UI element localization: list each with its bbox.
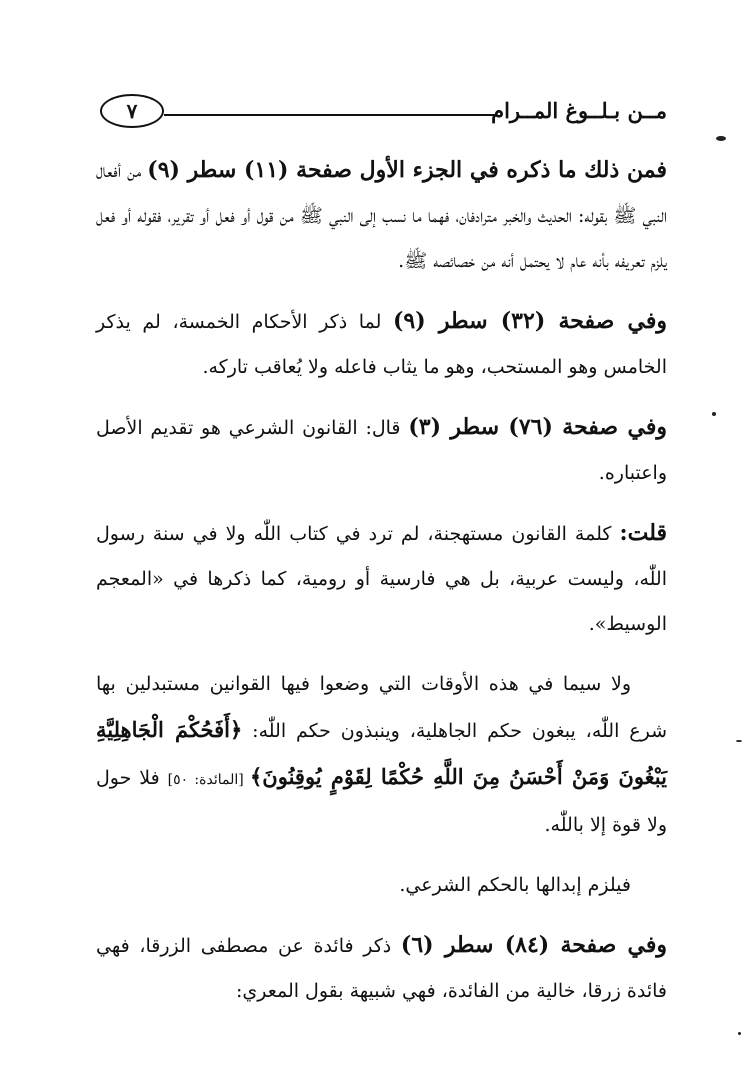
paragraph-2 [96, 299, 667, 390]
paragraph-text: فلا حول ولا قوة إلا باللّٰه. [96, 767, 667, 836]
paragraph-3 [96, 405, 667, 496]
paragraph-1 [96, 148, 667, 284]
body-text [96, 148, 667, 1029]
paragraph-7 [96, 923, 667, 1014]
paragraph-5 [96, 662, 667, 848]
page-reference: وفي صفحة (٣٢) سطر (٩) [393, 308, 667, 334]
note-label: قلت: [619, 520, 667, 546]
paragraph-text: من أفعال النبي ﷺ بقوله: الحديث والخبر مترادفان، فهما ما نسب إلى النبي ﷺ من قول أو فعل أو تقرير، فقوله أو فعل يلزم تعريفه بأنه عام لا يحتمل أنه من خصائصه ﷺ. [96, 160, 667, 272]
paragraph-4 [96, 511, 667, 647]
page-reference: وفي صفحة (٧٦) سطر (٣) [408, 414, 667, 440]
paragraph-text: كلمة القانون مستهجنة، لم ترد في كتاب اللّٰه ولا في سنة رسول اللّٰه، وليست عربية، بل هي فارسية أو رومية، كما ذكرها في «المعجم الوسيط». [96, 523, 667, 635]
paragraph-6 [96, 863, 667, 908]
scan-mark [736, 740, 742, 742]
scan-mark [716, 136, 726, 141]
scan-mark [738, 1032, 741, 1035]
page-reference: وفي صفحة (٨٤) سطر (٦) [400, 932, 667, 958]
page-header [100, 92, 667, 132]
header-rule [164, 114, 497, 116]
paragraph-text: فيلزم إبدالها بالحكم الشرعي. [399, 874, 631, 896]
scan-mark [712, 412, 716, 416]
quran-verse: ﴿أَفَحُكْمَ الْجَاهِلِيَّةِ يَبْغُونَ وَمَنْ أَحْسَنُ مِنَ اللَّهِ حُكْمًا لِقَوْمٍ يُوقِنُونَ﴾ [96, 717, 667, 789]
paragraph-text: لما ذكر الأحكام الخمسة، لم يذكر الخامس وهو المستحب، وهو ما يثاب فاعله ولا يُعاقب تاركه. [96, 311, 667, 378]
verse-citation: [المائدة: ٥٠] [167, 772, 250, 788]
paragraph-text: ولا سيما في هذه الأوقات التي وضعوا فيها القوانين مستبدلين بها شرع اللّٰه، يبغون حكم الجاهلية، وينبذون حكم اللّٰه: [96, 673, 667, 742]
running-title: مــن بـلــوغ المــرام [491, 98, 667, 123]
page-reference: فمن ذلك ما ذكره في الجزء الأول صفحة (١١) سطر (٩) [147, 157, 667, 183]
paragraph-text: ذكر فائدة عن مصطفى الزرقا، فهي فائدة زرقا، خالية من الفائدة، فهي شبيهة بقول المعري: [96, 935, 667, 1002]
paragraph-text: قال: القانون الشرعي هو تقديم الأصل واعتباره. [96, 417, 667, 484]
page-number: ٧ [100, 94, 164, 128]
